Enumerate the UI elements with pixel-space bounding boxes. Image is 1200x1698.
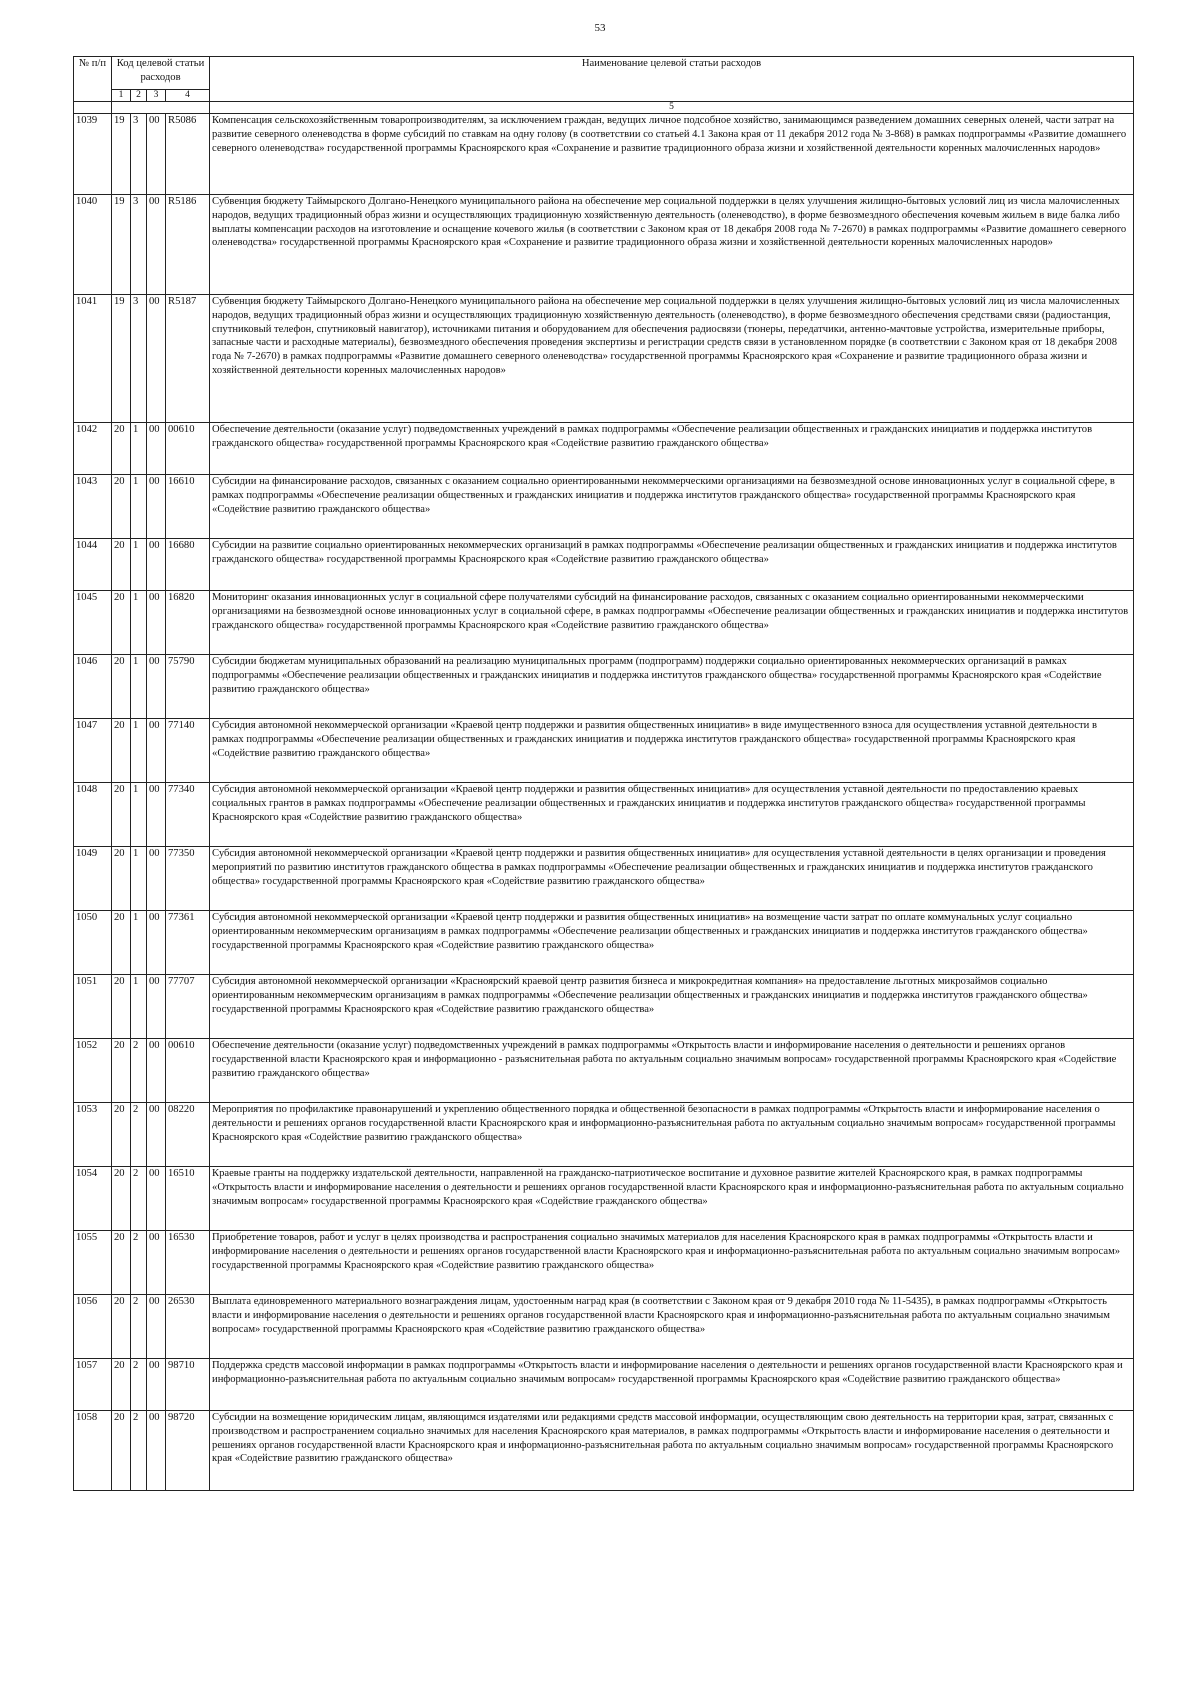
- code-part-2: 1: [131, 423, 147, 475]
- row-number: 1049: [74, 847, 112, 911]
- expense-item-name: Поддержка средств массовой информации в рамках подпрограммы «Открытость власти и информирование населения о деятельности и решениях органов государственной власти Красноярского края и информационно-разъяснительная работа по актуальным социально значимым вопросам» государственной программы Красноярского края «Содействие развитию гражданского общества»: [210, 1359, 1134, 1411]
- code-part-4: 08220: [166, 1103, 210, 1167]
- expense-item-name: Субсидия автономной некоммерческой организации «Красноярский краевой центр развития бизнеса и микрокредитная компания» на предоставление льготных микрозаймов социально ориентированным некоммерческим организациям в рамках подпрограммы «Обеспечение реализации общественных и гражданских инициатив и поддержка институтов гражданского общества» государственной программы Красноярского края «Содействие развитию гражданского общества»: [210, 975, 1134, 1039]
- code-part-1: 20: [112, 847, 131, 911]
- row-number: 1047: [74, 719, 112, 783]
- header-code-3: 3: [147, 90, 166, 102]
- code-part-2: 2: [131, 1231, 147, 1295]
- column-index-row: [74, 102, 1134, 114]
- code-part-1: 20: [112, 655, 131, 719]
- row-number: 1052: [74, 1039, 112, 1103]
- table-row: [74, 195, 1134, 295]
- code-part-2: 1: [131, 783, 147, 847]
- code-part-3: 00: [147, 847, 166, 911]
- expense-item-name: Краевые гранты на поддержку издательской деятельности, направленной на гражданско-патриотическое воспитание и духовное развитие жителей Красноярского края, в рамках подпрограммы «Открытость власти и информирование населения о деятельности и решениях органов государственной власти Красноярского края и информационно-разъяснительная работа по актуальным социально значимым вопросам» государственной программы Красноярского края «Содействие гражданского общества»: [210, 1167, 1134, 1231]
- header-code-1: 1: [112, 90, 131, 102]
- code-part-4: R5186: [166, 195, 210, 295]
- row-number: 1058: [74, 1411, 112, 1491]
- code-part-2: 1: [131, 911, 147, 975]
- expense-item-name: Обеспечение деятельности (оказание услуг) подведомственных учреждений в рамках подпрограммы «Обеспечение реализации общественных и гражданских инициатив и поддержка институтов гражданского общества» государственной программы Красноярского края «Содействие развитию гражданского общества»: [210, 423, 1134, 475]
- table-row: [74, 591, 1134, 655]
- code-part-4: 16820: [166, 591, 210, 655]
- code-part-3: 00: [147, 195, 166, 295]
- header-code-4: 4: [166, 90, 210, 102]
- table-row: [74, 539, 1134, 591]
- table-row: [74, 655, 1134, 719]
- code-part-4: 77140: [166, 719, 210, 783]
- code-part-2: 1: [131, 475, 147, 539]
- code-part-1: 20: [112, 1167, 131, 1231]
- code-part-4: R5086: [166, 114, 210, 195]
- table-row: [74, 847, 1134, 911]
- code-part-4: 16510: [166, 1167, 210, 1231]
- header-code-2: 2: [131, 90, 147, 102]
- code-part-4: 77350: [166, 847, 210, 911]
- table-row: [74, 1359, 1134, 1411]
- row-number: 1056: [74, 1295, 112, 1359]
- code-part-3: 00: [147, 423, 166, 475]
- expense-item-name: Субсидия автономной некоммерческой организации «Краевой центр поддержки и развития общественных инициатив» для осуществления уставной деятельности по предоставлению краевых социальных грантов в рамках подпрограммы «Обеспечение реализации общественных и гражданских инициатив и поддержка институтов гражданского общества» государственной программы Красноярского края «Содействие развитию гражданского общества»: [210, 783, 1134, 847]
- table-row: [74, 423, 1134, 475]
- code-part-4: 75790: [166, 655, 210, 719]
- code-part-4: 26530: [166, 1295, 210, 1359]
- expense-item-name: Мероприятия по профилактике правонарушений и укреплению общественного порядка и общественной безопасности в рамках подпрограммы «Открытость власти и информирование населения о деятельности и решениях органов государственной власти Красноярского края и информационно-разъяснительная работа по актуальным социально значимым вопросам» государственной программы Красноярского края «Содействие развитию гражданского общества»: [210, 1103, 1134, 1167]
- code-part-3: 00: [147, 1359, 166, 1411]
- header-name: Наименование целевой статьи расходов: [210, 57, 1134, 102]
- table-row: [74, 1039, 1134, 1103]
- expense-item-name: Субвенция бюджету Таймырского Долгано-Ненецкого муниципального района на обеспечение мер социальной поддержки в целях улучшения жилищно-бытовых условий лиц из числа малочисленных народов, ведущих традиционный образ жизни и осуществляющих традиционную хозяйственную деятельность (оленеводство), в форме безвозмездного обеспечения кочевым жильем в виде балка либо выплаты компенсации расходов на изготовление и оснащение кочевого жилья (в соответствии с Законом края от 18 декабря 2008 года № 7-2670) в рамках подпрограммы «Развитие домашнего северного оленеводства» государственной программы Красноярского края «Сохранение и развитие традиционного образа жизни и хозяйственной деятельности коренных малочисленных народов»: [210, 195, 1134, 295]
- code-part-4: 16530: [166, 1231, 210, 1295]
- table-row: [74, 114, 1134, 195]
- code-part-4: 16680: [166, 539, 210, 591]
- code-part-3: 00: [147, 1295, 166, 1359]
- table-row: [74, 295, 1134, 423]
- expense-item-name: Субсидии бюджетам муниципальных образований на реализацию муниципальных программ (подпрограмм) поддержки социально ориентированных некоммерческих организаций в рамках подпрограммы «Обеспечение реализации общественных и гражданских инициатив и поддержка институтов гражданского общества» государственной программы Красноярского края «Содействие развитию гражданского общества»: [210, 655, 1134, 719]
- code-part-2: 1: [131, 847, 147, 911]
- code-part-3: 00: [147, 975, 166, 1039]
- code-part-2: 2: [131, 1359, 147, 1411]
- code-part-1: 20: [112, 1231, 131, 1295]
- code-part-2: 2: [131, 1411, 147, 1491]
- code-part-1: 20: [112, 1411, 131, 1491]
- header-code-group: Код целевой статьи расходов: [112, 57, 210, 90]
- code-part-1: 19: [112, 195, 131, 295]
- row-number: 1044: [74, 539, 112, 591]
- code-part-3: 00: [147, 114, 166, 195]
- code-part-3: 00: [147, 591, 166, 655]
- code-part-4: 00610: [166, 423, 210, 475]
- code-part-2: 3: [131, 295, 147, 423]
- code-part-3: 00: [147, 1039, 166, 1103]
- code-part-1: 19: [112, 114, 131, 195]
- row-number: 1045: [74, 591, 112, 655]
- expense-item-name: Субсидии на развитие социально ориентированных некоммерческих организаций в рамках подпрограммы «Обеспечение реализации общественных и гражданских инициатив и поддержка институтов гражданского общества» государственной программы Красноярского края «Содействие развитию гражданского общества»: [210, 539, 1134, 591]
- row-number: 1039: [74, 114, 112, 195]
- row-number: 1041: [74, 295, 112, 423]
- expense-item-name: Субсидия автономной некоммерческой организации «Краевой центр поддержки и развития общественных инициатив» на возмещение части затрат по оплате коммунальных услуг социально ориентированным некоммерческим организациям в рамках подпрограммы «Обеспечение реализации общественных и гражданских инициатив и поддержка институтов гражданского общества» государственной программы Красноярского края «Содействие развитию гражданского общества»: [210, 911, 1134, 975]
- code-part-2: 1: [131, 719, 147, 783]
- expense-item-name: Субсидия автономной некоммерческой организации «Краевой центр поддержки и развития общественных инициатив» в виде имущественного взноса для осуществления уставной деятельности в рамках подпрограммы «Обеспечение реализации общественных и гражданских инициатив и поддержка институтов гражданского общества» государственной программы Красноярского края «Содействие развитию гражданского общества»: [210, 719, 1134, 783]
- table-row: [74, 1411, 1134, 1491]
- column-index-blank-codes: [112, 102, 210, 114]
- code-part-1: 20: [112, 911, 131, 975]
- code-part-4: 98720: [166, 1411, 210, 1491]
- expense-item-name: Мониторинг оказания инновационных услуг в социальной сфере получателями субсидий на финансирование расходов, связанных с оказанием социально ориентированными некоммерческими организациями на безвозмездной основе инновационных услуг в социальной сфере, в рамках подпрограммы «Обеспечение реализации общественных и гражданских инициатив и поддержка институтов гражданского общества» государственной программы Красноярского края «Содействие развитию гражданского общества»: [210, 591, 1134, 655]
- table-row: [74, 975, 1134, 1039]
- table-row: [74, 1167, 1134, 1231]
- expense-item-name: Компенсация сельскохозяйственным товаропроизводителям, за исключением граждан, ведущих личное подсобное хозяйство, занимающимся разведением домашних северных оленей, части затрат на развитие северного оленеводства в форме субсидий по ставкам на одну голову (в соответствии со статьей 4.1 Закона края от 11 декабря 2012 года № 3-868) в рамках подпрограммы «Развитие домашнего северного оленеводства» государственной программы Красноярского края «Сохранение и развитие традиционного образа жизни и хозяйственной деятельности коренных малочисленных народов»: [210, 114, 1134, 195]
- row-number: 1042: [74, 423, 112, 475]
- code-part-3: 00: [147, 1411, 166, 1491]
- table-row: [74, 1103, 1134, 1167]
- expense-item-name: Обеспечение деятельности (оказание услуг) подведомственных учреждений в рамках подпрограммы «Открытость власти и информирование населения о деятельности и решениях органов государственной власти Красноярского края и информационно - разъяснительная работа по актуальным социально значимым вопросам» государственной программы Красноярского края «Содействие развитию гражданского общества»: [210, 1039, 1134, 1103]
- code-part-4: 00610: [166, 1039, 210, 1103]
- code-part-1: 20: [112, 1103, 131, 1167]
- code-part-3: 00: [147, 1167, 166, 1231]
- code-part-2: 1: [131, 655, 147, 719]
- code-part-1: 20: [112, 975, 131, 1039]
- code-part-1: 20: [112, 1295, 131, 1359]
- code-part-1: 19: [112, 295, 131, 423]
- code-part-2: 3: [131, 114, 147, 195]
- code-part-1: 20: [112, 539, 131, 591]
- table-row: [74, 911, 1134, 975]
- code-part-4: 77340: [166, 783, 210, 847]
- code-part-1: 20: [112, 423, 131, 475]
- code-part-2: 2: [131, 1167, 147, 1231]
- code-part-2: 2: [131, 1103, 147, 1167]
- code-part-4: 98710: [166, 1359, 210, 1411]
- budget-table: [73, 56, 1134, 1491]
- code-part-2: 1: [131, 975, 147, 1039]
- table-row: [74, 783, 1134, 847]
- code-part-3: 00: [147, 1231, 166, 1295]
- code-part-1: 20: [112, 475, 131, 539]
- row-number: 1053: [74, 1103, 112, 1167]
- table-row: [74, 1295, 1134, 1359]
- table-row: [74, 475, 1134, 539]
- code-part-3: 00: [147, 475, 166, 539]
- expense-item-name: Субвенция бюджету Таймырского Долгано-Ненецкого муниципального района на обеспечение мер социальной поддержки в целях улучшения жилищно-бытовых условий лиц из числа малочисленных народов, ведущих традиционный образ жизни и осуществляющих традиционную хозяйственную деятельность (оленеводство), в форме безвозмездного обеспечения средствами связи (радиостанция, спутниковый телефон, спутниковый навигатор), источниками питания и оборудованием для обеспечения радиосвязи (тюнеры, передатчики, антенно-мачтовые устройства, измерительные приборы, запасные части и расходные материалы), безвозмездного обеспечения проведения экспертизы и регистрации средств связи в установленном порядке (в соответствии с Законом края от 18 декабря 2008 года № 7-2670) в рамках подпрограммы «Развитие домашнего северного оленеводства» государственной программы Красноярского края «Сохранение и развитие традиционного образа жизни и хозяйственной деятельности коренных малочисленных народов»: [210, 295, 1134, 423]
- row-number: 1055: [74, 1231, 112, 1295]
- code-part-3: 00: [147, 783, 166, 847]
- code-part-2: 3: [131, 195, 147, 295]
- code-part-4: 77361: [166, 911, 210, 975]
- row-number: 1051: [74, 975, 112, 1039]
- row-number: 1048: [74, 783, 112, 847]
- code-part-4: R5187: [166, 295, 210, 423]
- code-part-4: 16610: [166, 475, 210, 539]
- row-number: 1040: [74, 195, 112, 295]
- expense-item-name: Субсидии на возмещение юридическим лицам, являющимся издателями или редакциями средств массовой информации, осуществляющим свою деятельность на территории края, затрат, связанных с производством и распространением социально значимых для населения Красноярского края материалов, в рамках подпрограммы «Открытость власти и информирование населения о деятельности и решениях органов государственной власти Красноярского края и информационно-разъяснительная работа по актуальным социально значимым вопросам» государственной программы Красноярского края «Содействие развитию гражданского общества»: [210, 1411, 1134, 1491]
- code-part-1: 20: [112, 1039, 131, 1103]
- row-number: 1054: [74, 1167, 112, 1231]
- code-part-3: 00: [147, 1103, 166, 1167]
- code-part-1: 20: [112, 719, 131, 783]
- code-part-3: 00: [147, 539, 166, 591]
- row-number: 1046: [74, 655, 112, 719]
- column-index-blank: [74, 102, 112, 114]
- code-part-1: 20: [112, 783, 131, 847]
- row-number: 1057: [74, 1359, 112, 1411]
- header-number: № п/п: [74, 57, 112, 102]
- table-row: [74, 1231, 1134, 1295]
- code-part-3: 00: [147, 295, 166, 423]
- table-body: [74, 114, 1134, 1491]
- code-part-3: 00: [147, 655, 166, 719]
- column-index-5: 5: [210, 102, 1134, 114]
- code-part-2: 2: [131, 1295, 147, 1359]
- row-number: 1043: [74, 475, 112, 539]
- expense-item-name: Выплата единовременного материального вознаграждения лицам, удостоенным наград края (в соответствии с Законом края от 9 декабря 2010 года № 11-5435), в рамках подпрограммы «Открытость власти и информирование населения о деятельности и решениях органов государственной власти Красноярского края и информационно-разъяснительная работа по актуальным социально значимым вопросам» государственной программы Красноярского края «Содействие развитию гражданского общества»: [210, 1295, 1134, 1359]
- code-part-2: 1: [131, 591, 147, 655]
- code-part-2: 2: [131, 1039, 147, 1103]
- code-part-1: 20: [112, 591, 131, 655]
- expense-item-name: Субсидия автономной некоммерческой организации «Краевой центр поддержки и развития общественных инициатив» для осуществления уставной деятельности в целях организации и проведения мероприятий по развитию институтов гражданского общества в рамках подпрограммы «Обеспечение реализации общественных и гражданских инициатив и поддержка институтов гражданского общества» государственной программы Красноярского края «Содействие развитию гражданского общества»: [210, 847, 1134, 911]
- code-part-2: 1: [131, 539, 147, 591]
- code-part-3: 00: [147, 911, 166, 975]
- table-row: [74, 719, 1134, 783]
- code-part-3: 00: [147, 719, 166, 783]
- header-row: [74, 57, 1134, 90]
- row-number: 1050: [74, 911, 112, 975]
- code-part-4: 77707: [166, 975, 210, 1039]
- page-number: 53: [594, 22, 606, 34]
- code-part-1: 20: [112, 1359, 131, 1411]
- expense-item-name: Приобретение товаров, работ и услуг в целях производства и распространения социально значимых материалов для населения Красноярского края в рамках подпрограммы «Открытость власти и информирование населения о деятельности и решениях органов государственной власти Красноярского края и информационно-разъяснительная работа по актуальным социально значимым вопросам» государственной программы Красноярского края «Содействие развитию гражданского общества»: [210, 1231, 1134, 1295]
- expense-item-name: Субсидии на финансирование расходов, связанных с оказанием социально ориентированными некоммерческими организациями на безвозмездной основе инновационных услуг в социальной сфере, в рамках подпрограммы «Обеспечение реализации общественных и гражданских инициатив и поддержка институтов гражданского общества» государственной программы Красноярского края «Содействие развитию гражданского общества»: [210, 475, 1134, 539]
